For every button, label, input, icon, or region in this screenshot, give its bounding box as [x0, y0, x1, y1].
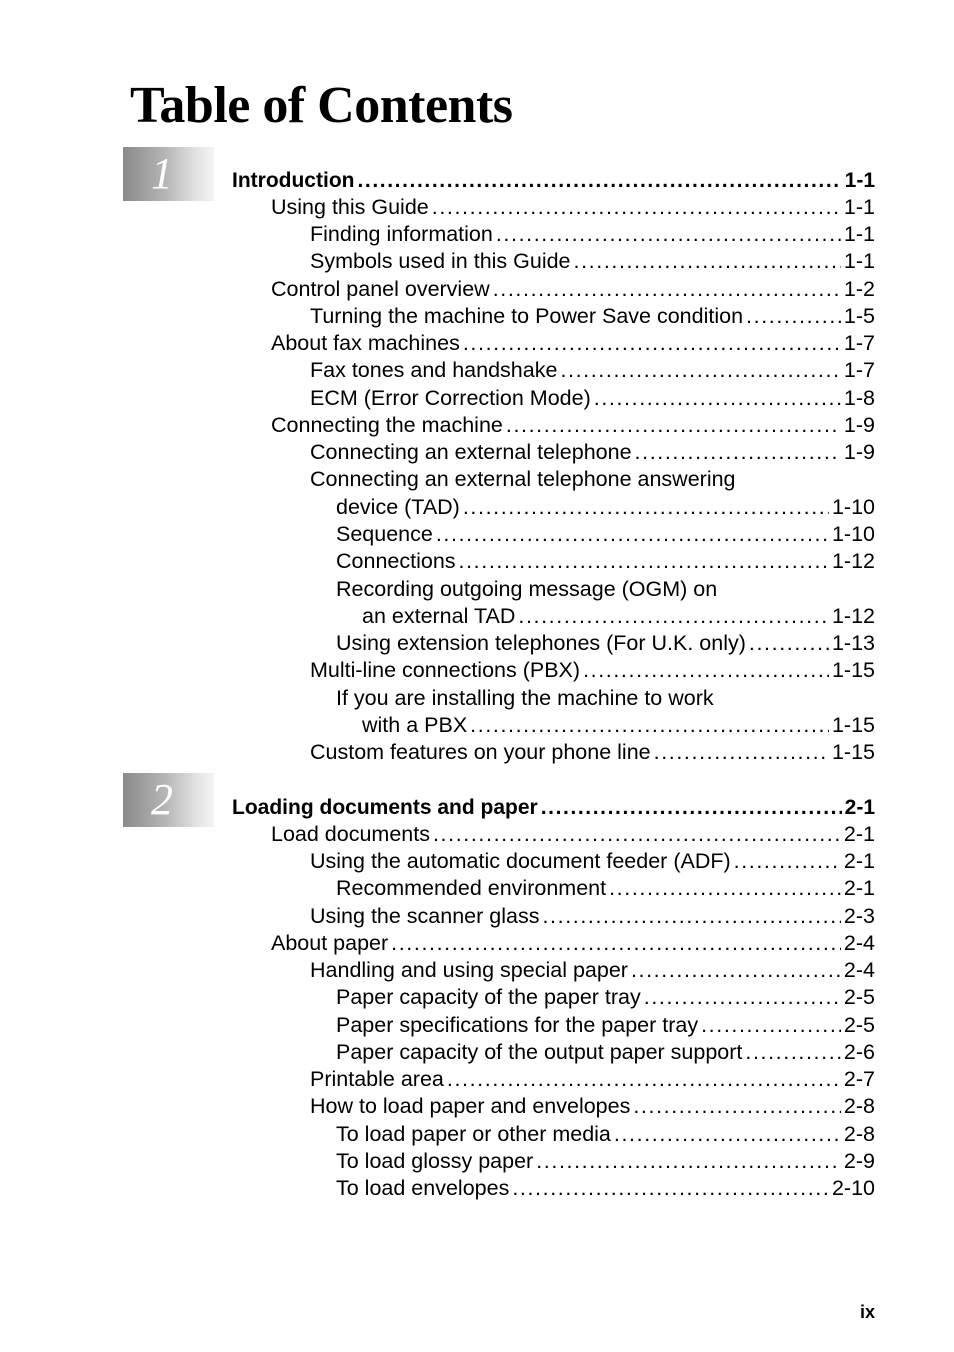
toc-entry[interactable]	[336, 630, 875, 657]
toc-entry[interactable]	[336, 1175, 875, 1202]
toc-entry-page: 2-4	[843, 958, 875, 982]
toc-entry-label: Paper capacity of the output paper support	[336, 1040, 743, 1064]
toc-entry-label: Using extension telephones (For U.K. only)	[336, 631, 746, 655]
dot-leader	[614, 1121, 841, 1148]
dot-leader	[536, 1148, 841, 1175]
toc-entry-label: Loading documents and paper	[232, 796, 538, 819]
dot-leader	[432, 194, 841, 221]
toc-entry-page: 1-1	[844, 169, 875, 192]
toc-entry-page: 1-1	[843, 222, 875, 246]
toc-entry-page: 2-10	[831, 1176, 875, 1200]
toc-entry-label: ECM (Error Correction Mode)	[310, 386, 591, 410]
toc-entry-label: Printable area	[310, 1067, 444, 1091]
toc-entry-page: 2-3	[843, 904, 875, 928]
chapter-1-tab	[123, 147, 214, 201]
toc-entry-label: Sequence	[336, 522, 433, 546]
toc-entry-label: If you are installing the machine to work	[336, 686, 714, 710]
toc-entry-page: 2-5	[843, 985, 875, 1009]
toc-entry-page: 1-7	[843, 358, 875, 382]
dot-leader	[447, 1066, 841, 1093]
toc-entry-page: 2-6	[843, 1040, 875, 1064]
dot-leader	[654, 739, 829, 766]
toc-entry[interactable]	[310, 1066, 875, 1093]
toc-entry-label: Connections	[336, 549, 456, 573]
toc-entry-label: Using this Guide	[271, 195, 429, 219]
toc-entry-label: Using the automatic document feeder (ADF)	[310, 849, 731, 873]
toc-entry-label: Control panel overview	[271, 277, 490, 301]
toc-entry[interactable]	[336, 984, 875, 1011]
toc-entry-page: 1-12	[831, 604, 875, 628]
toc-entry-label: Load documents	[271, 822, 430, 846]
toc-entry-label: How to load paper and envelopes	[310, 1094, 631, 1118]
toc-entry-label: Fax tones and handshake	[310, 358, 558, 382]
toc-entry-page: 1-15	[831, 740, 875, 764]
dot-leader	[493, 276, 841, 303]
toc-entry-page: 2-7	[843, 1067, 875, 1091]
dot-leader	[541, 794, 842, 821]
dot-leader	[391, 930, 841, 957]
toc-entry-page: 1-15	[831, 658, 875, 682]
toc-entry-page: 2-8	[843, 1094, 875, 1118]
toc-entry-label: About fax machines	[271, 331, 460, 355]
toc-entry-page: 2-1	[843, 876, 875, 900]
dot-leader	[701, 1012, 841, 1039]
toc-entry-label: Handling and using special paper	[310, 958, 628, 982]
toc-entry-label: Symbols used in this Guide	[310, 249, 571, 273]
toc-entry-page: 1-1	[843, 195, 875, 219]
dot-leader	[470, 712, 829, 739]
toc-entry-label: To load envelopes	[336, 1176, 510, 1200]
toc-entry[interactable]	[271, 194, 875, 221]
toc-entry-label: To load paper or other media	[336, 1122, 611, 1146]
toc-entry-page: 1-7	[843, 331, 875, 355]
toc-entry-page: 2-9	[843, 1149, 875, 1173]
toc-entry[interactable]	[271, 412, 875, 439]
toc-entry-label: Turning the machine to Power Save condition	[310, 304, 744, 328]
dot-leader	[574, 248, 841, 275]
toc-entry-page: 1-8	[843, 386, 875, 410]
toc-entry-label: Paper capacity of the paper tray	[336, 985, 641, 1009]
toc-entry[interactable]	[336, 1121, 875, 1148]
toc-entry-label: Introduction	[232, 169, 355, 192]
page-title: Table of Contents	[130, 77, 513, 134]
dot-leader	[560, 357, 840, 384]
toc-entry-page: 2-4	[843, 931, 875, 955]
toc-entry-page: 1-13	[831, 631, 875, 655]
toc-entry-page: 1-5	[843, 304, 875, 328]
toc-entry-page: 2-8	[843, 1122, 875, 1146]
dot-leader	[734, 848, 841, 875]
toc-entry[interactable]	[336, 1148, 875, 1175]
toc-entry-page: 2-1	[844, 796, 875, 819]
toc-entry-label: Recommended environment	[336, 876, 607, 900]
page-number: ix	[859, 1302, 875, 1322]
toc-entry[interactable]	[336, 548, 875, 575]
dot-leader	[644, 984, 841, 1011]
toc-chapter-heading[interactable]	[232, 167, 875, 194]
toc-entry-wrapped-line[interactable]	[336, 685, 875, 712]
toc-entry[interactable]	[271, 276, 875, 303]
dot-leader	[635, 439, 841, 466]
toc-entry-page: 1-15	[831, 713, 875, 737]
toc-entry[interactable]	[310, 385, 875, 412]
toc-entry-page: 1-9	[843, 440, 875, 464]
chapter-number: 2	[151, 775, 173, 824]
toc-chapter-heading[interactable]	[232, 794, 875, 821]
dot-leader	[506, 412, 841, 439]
toc-entry[interactable]	[336, 875, 875, 902]
toc-entry-label: Multi-line connections (PBX)	[310, 658, 581, 682]
toc-entry[interactable]	[310, 303, 875, 330]
toc-entry[interactable]	[310, 439, 875, 466]
toc-entry[interactable]	[310, 903, 875, 930]
dot-leader	[746, 303, 841, 330]
dot-leader	[583, 657, 829, 684]
dot-leader	[463, 494, 829, 521]
dot-leader	[631, 957, 841, 984]
dot-leader	[512, 1175, 829, 1202]
toc-entry-page: 1-2	[843, 277, 875, 301]
toc-entry-label: Connecting an external telephone	[310, 440, 632, 464]
toc-entry-label: Finding information	[310, 222, 493, 246]
toc-entry[interactable]	[310, 1093, 875, 1120]
toc-entry-page: 1-1	[843, 249, 875, 273]
toc-entry-page: 1-12	[831, 549, 875, 573]
toc-entry-label: Connecting an external telephone answering	[310, 467, 736, 491]
toc-entry[interactable]	[336, 494, 875, 521]
dot-leader	[496, 221, 841, 248]
toc-entry-label: Connecting the machine	[271, 413, 503, 437]
toc-entry-wrapped-line[interactable]	[310, 466, 875, 493]
toc-entry[interactable]	[271, 930, 875, 957]
toc-entry-page: 1-10	[831, 522, 875, 546]
toc-entry-page: 1-9	[843, 413, 875, 437]
chapter-number: 1	[151, 149, 173, 198]
toc-entry[interactable]	[310, 221, 875, 248]
dot-leader	[433, 821, 841, 848]
toc-entry[interactable]	[271, 330, 875, 357]
dot-leader	[542, 903, 840, 930]
dot-leader	[459, 548, 829, 575]
toc-entry-label: an external TAD	[362, 604, 516, 628]
dot-leader	[594, 385, 841, 412]
dot-leader	[609, 875, 841, 902]
dot-leader	[749, 630, 829, 657]
dot-leader	[357, 167, 841, 194]
dot-leader	[633, 1093, 841, 1120]
toc-entry[interactable]	[310, 739, 875, 766]
toc-entry[interactable]	[362, 712, 875, 739]
toc-entry-page: 1-10	[831, 495, 875, 519]
toc-entry-page: 2-5	[843, 1013, 875, 1037]
toc-entry-label: device (TAD)	[336, 495, 460, 519]
toc-entry-label: Paper specifications for the paper tray	[336, 1013, 699, 1037]
toc-entry[interactable]	[336, 1012, 875, 1039]
toc-entry[interactable]	[310, 357, 875, 384]
dot-leader	[518, 603, 829, 630]
toc-entry-label: with a PBX	[362, 713, 468, 737]
toc-entry[interactable]	[310, 657, 875, 684]
toc-entry-label: Recording outgoing message (OGM) on	[336, 577, 718, 601]
chapter-2-tab	[123, 773, 214, 827]
toc-entry-label: Custom features on your phone line	[310, 740, 651, 764]
toc-entry-wrapped-line[interactable]	[336, 576, 875, 603]
toc-entry-label: Using the scanner glass	[310, 904, 540, 928]
dot-leader	[745, 1039, 841, 1066]
toc-entry[interactable]	[310, 848, 875, 875]
toc-entry-page: 2-1	[843, 849, 875, 873]
toc-entry[interactable]	[271, 821, 875, 848]
toc-entry-label: About paper	[271, 931, 389, 955]
dot-leader	[463, 330, 841, 357]
toc-entry-page: 2-1	[843, 822, 875, 846]
dot-leader	[436, 521, 829, 548]
toc-entry[interactable]	[310, 248, 875, 275]
toc-entry[interactable]	[310, 957, 875, 984]
toc-entry[interactable]	[336, 1039, 875, 1066]
toc-entry-label: To load glossy paper	[336, 1149, 534, 1173]
toc-entry[interactable]	[362, 603, 875, 630]
toc-entry[interactable]	[336, 521, 875, 548]
